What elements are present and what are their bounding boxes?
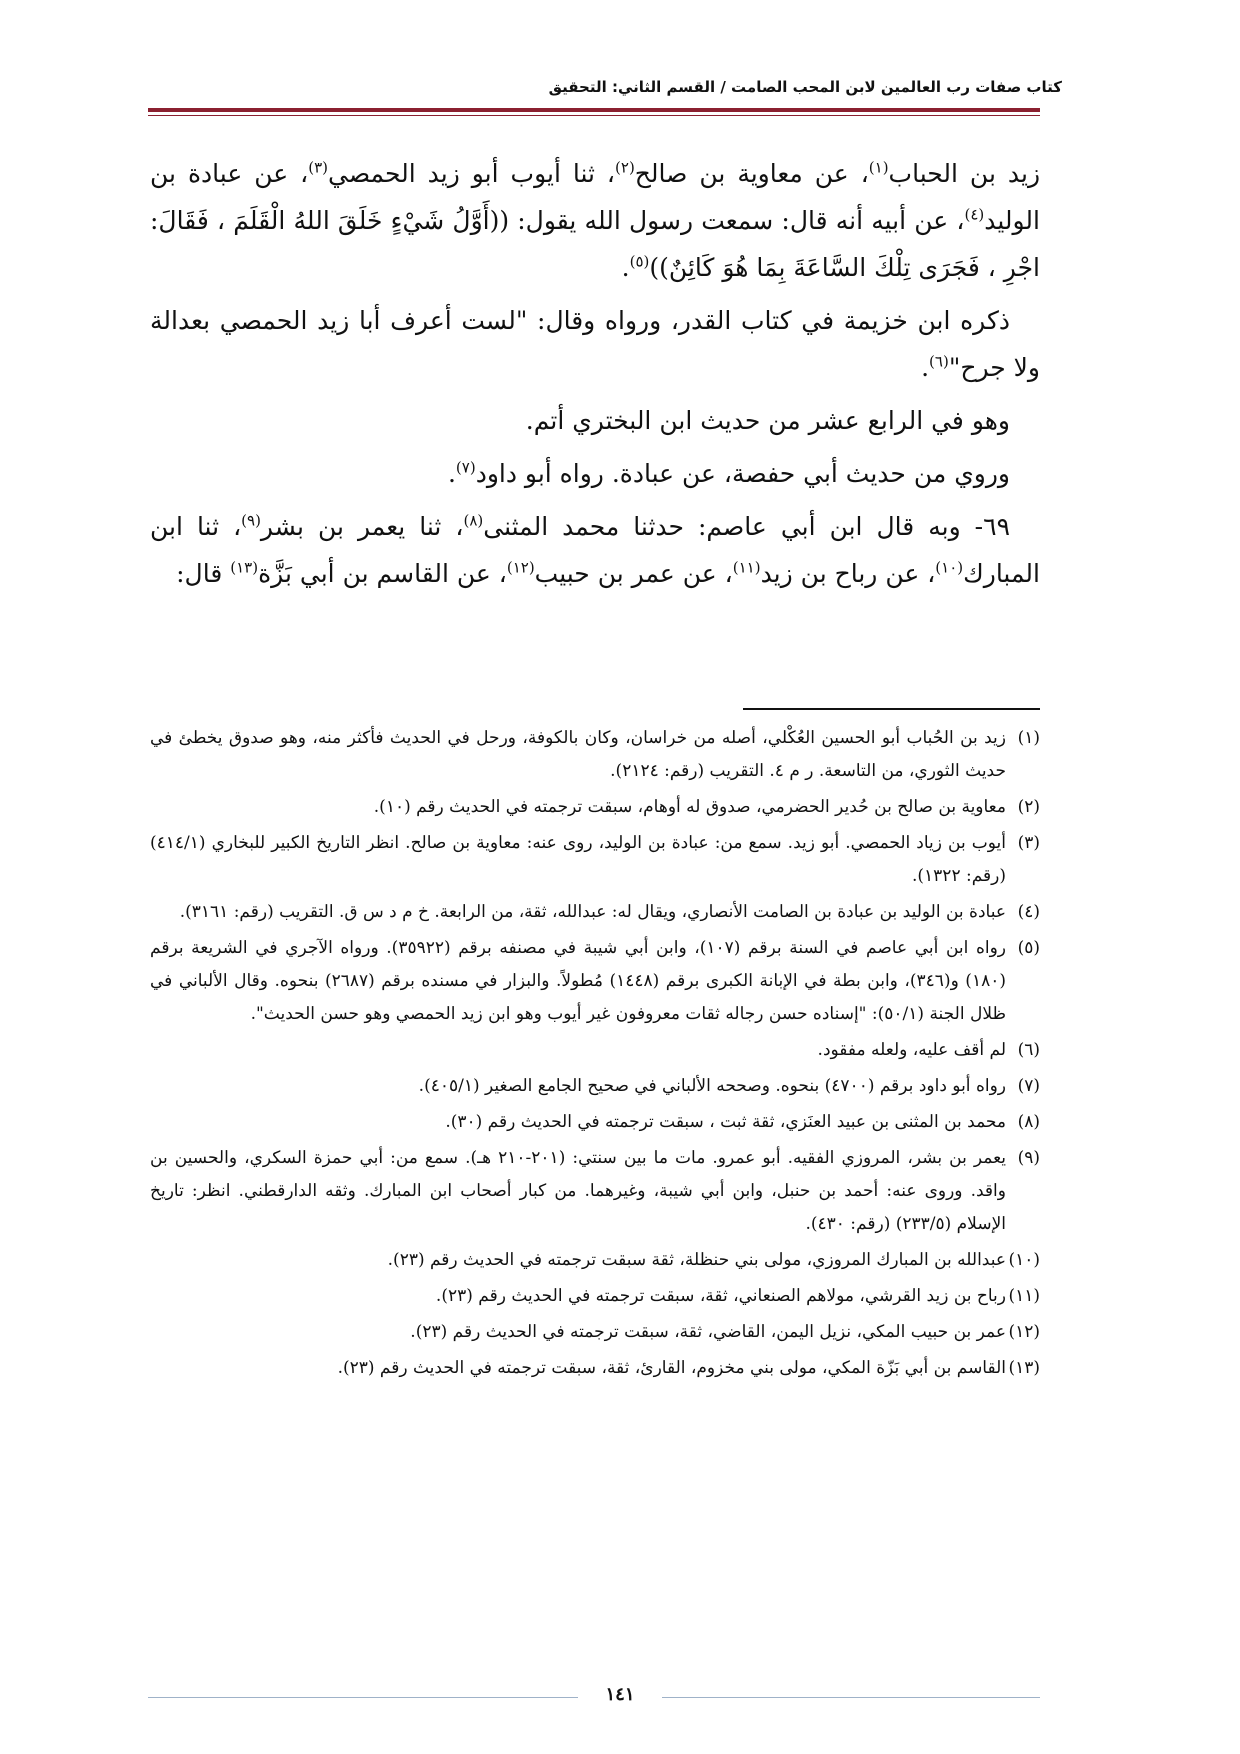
footnote-ref: (٢): [615, 158, 635, 177]
footnote-number: (٢): [1017, 797, 1040, 817]
footnote-number: (٨): [1017, 1112, 1040, 1132]
footnote: [150, 1106, 1040, 1139]
footnote: [150, 722, 1040, 788]
text-run: .: [447, 459, 456, 488]
footnote-ref: (٦): [929, 352, 949, 371]
main-text: [150, 150, 1040, 603]
footnote-ref: (٩): [241, 511, 261, 530]
footnote: [150, 896, 1040, 929]
footnote-text: معاوية بن صالح بن حُدير الحضرمي، صدوق له أوهام، سبقت ترجمته في الحديث رقم (١٠).: [373, 797, 1006, 817]
text-run: ٦٩- وبه قال ابن أبي عاصم: حدثنا محمد المثنى: [483, 512, 1010, 541]
footnote-text: محمد بن المثنى بن عبيد العنَزي، ثقة ثبت ، سبقت ترجمته في الحديث رقم (٣٠).: [445, 1112, 1006, 1132]
footnote: [150, 1280, 1040, 1313]
footnote-ref: (٨): [463, 511, 484, 530]
footnote-ref: (١٠): [935, 558, 964, 577]
footnote-ref: (١٢): [506, 558, 535, 577]
footnote-text: يعمر بن بشر، المروزي الفقيه. أبو عمرو. مات ما بين سنتي: (٢٠١-٢١٠ هـ). سمع من: أبي حمزة السكري، والحسين بن واقد. وروى عنه: أحمد بن حنبل، وابن أبي شيبة، وغيرهما. من كبار أصحاب ابن المبارك. وثقه الدارقطني. انظر: تاريخ الإسلام (٢٣٣/٥) (رقم: ٤٣٠).: [150, 1148, 1007, 1234]
text-run: ، عن عبادة بن الوليد: [150, 159, 1040, 235]
footnote-text: لم أقف عليه، ولعله مفقود.: [817, 1040, 1006, 1060]
text-run: قال:: [176, 559, 231, 588]
footnote-number: (١٠): [1008, 1250, 1040, 1270]
footnote-text: القاسم بن أبي بَزّة المكي، مولى بني مخزوم، القارئ، ثقة، سبقت ترجمته في الحديث رقم (٢٣).: [337, 1358, 1006, 1378]
header-rule: [148, 108, 1040, 112]
footnote-number: (٥): [1017, 938, 1041, 958]
footnote-text: عبادة بن الوليد بن عبادة بن الصامت الأنصاري، ويقال له: عبدالله، ثقة، من الرابعة. خ م د س ق. التقريب (رقم: ٣١٦١).: [179, 902, 1006, 922]
footer-rule-right: [662, 1697, 1040, 1698]
text-run: ، عن رباح بن زيد: [760, 559, 936, 588]
footnote-number: (٣): [1017, 833, 1040, 853]
footnote-ref: (٤): [964, 205, 985, 224]
footnote-ref: (٣): [308, 158, 328, 177]
footnote: [150, 1352, 1040, 1385]
paragraph-3: وهو في الرابع عشر من حديث ابن البختري أتم.: [525, 406, 1010, 435]
text-run: ، عن عمر بن حبيب: [534, 559, 733, 588]
footnote-text: رباح بن زيد القرشي، مولاهم الصنعاني، ثقة، سبقت ترجمته في الحديث رقم (٢٣).: [435, 1286, 1006, 1306]
text-run: ، عن معاوية بن صالح: [634, 159, 869, 188]
footnote-ref: (١١): [732, 558, 761, 577]
footnote-number: (١): [1017, 728, 1040, 748]
header-rule-thin: [148, 115, 1040, 116]
footnote-number: (١٢): [1008, 1322, 1040, 1342]
text-run: ، عن أبيه أنه قال: سمعت رسول الله يقول: ((أَوَّلُ شَيْءٍ خَلَقَ اللهُ الْقَلَمَ ، فَقَالَ: اجْرِ ، فَجَرَى تِلْكَ السَّاعَةَ بِمَا هُوَ كَائِنٌ)): [150, 206, 1040, 282]
footnote-text: عبدالله بن المبارك المروزي، مولى بني حنظلة، ثقة سبقت ترجمته في الحديث رقم (٢٣).: [387, 1250, 1006, 1270]
footnote: [150, 1244, 1040, 1277]
paragraph-2: [150, 297, 1040, 391]
footnote-number: (١٣): [1008, 1358, 1040, 1378]
text-run: ، عن القاسم بن أبي بَزَّة: [258, 559, 507, 588]
footnote: [150, 791, 1040, 824]
footer-rule-left: [148, 1697, 578, 1698]
footnote-number: (٤): [1017, 902, 1040, 922]
text-run: ، ثنا يعمر بن بشر: [260, 512, 464, 541]
footnote-number: (٧): [1017, 1076, 1040, 1096]
footnote-separator: [743, 708, 1040, 710]
text-run: .: [921, 353, 930, 382]
footnote: [150, 932, 1040, 1031]
text-run: ، ثنا أيوب أبو زيد الحمصي: [328, 159, 616, 188]
paragraph-1: [150, 150, 1040, 291]
running-header: كتاب صفات رب العالمين لابن المحب الصامت / القسم الثاني: التحقيق: [548, 78, 1062, 96]
text-run: ، ثنا ابن المبارك: [150, 512, 1040, 588]
paragraph-4: [150, 450, 1040, 497]
footnotes: [150, 722, 1040, 1388]
page-number: ١٤١: [605, 1684, 635, 1705]
footnote: [150, 1316, 1040, 1349]
text-run: .: [621, 253, 630, 282]
footnote-number: (١١): [1008, 1286, 1040, 1306]
footnote-text: رواه ابن أبي عاصم في السنة برقم (١٠٧)، وابن أبي شيبة في مصنفه برقم (٣٥٩٢٢). ورواه الآجري في الشريعة برقم (١٨٠) و(٣٤٦)، وابن بطة في الإبانة الكبرى برقم (١٤٤٨) مُطولاً. والبزار في مسنده برقم (٢٦٨٧) بنحوه. وقال الألباني في ظلال الجنة (٥٠/١): "إسناده حسن رجاله ثقات معروفون غير أيوب وهو ابن زيد الحمصي وهو حسن الحديث".: [150, 938, 1007, 1024]
footnote: [150, 1142, 1040, 1241]
footnote-text: أيوب بن زياد الحمصي. أبو زيد. سمع من: عبادة بن الوليد، روى عنه: معاوية بن صالح. انظر التاريخ الكبير للبخاري (٤١٤/١) (رقم: ١٣٢٢).: [150, 833, 1006, 886]
text-run: زيد بن الحباب: [888, 159, 1041, 188]
footnote-number: (٩): [1017, 1148, 1041, 1168]
footnote-ref: (٧): [455, 458, 476, 477]
text-run: ذكره ابن خزيمة في كتاب القدر، ورواه وقال: "لست أعرف أبا زيد الحمصي بعدالة ولا جرح": [150, 306, 1040, 382]
footnote-ref: (١): [868, 158, 889, 177]
footnote-number: (٦): [1017, 1040, 1040, 1060]
footnote-text: رواه أبو داود برقم (٤٧٠٠) بنحوه. وصححه الألباني في صحيح الجامع الصغير (٤٠٥/١).: [418, 1076, 1006, 1096]
footnote: [150, 827, 1040, 893]
text-run: وروي من حديث أبي حفصة، عن عبادة. رواه أبو داود: [475, 459, 1010, 488]
footnote-text: عمر بن حبيب المكي، نزيل اليمن، القاضي، ثقة، سبقت ترجمته في الحديث رقم (٢٣).: [410, 1322, 1006, 1342]
footnote-ref: (٥): [629, 252, 650, 271]
footnote: [150, 1034, 1040, 1067]
footnote: [150, 1070, 1040, 1103]
footnote-text: زيد بن الحُباب أبو الحسين العُكْلي، أصله من خراسان، وكان بالكوفة، ورحل في الحديث فأكثر منه، وهو صدوق يخطئ في حديث الثوري، من التاسعة. ر م ٤. التقريب (رقم: ٢١٢٤).: [150, 728, 1006, 781]
paragraph-5: [150, 503, 1040, 597]
footnote-ref: (١٣): [230, 558, 259, 577]
